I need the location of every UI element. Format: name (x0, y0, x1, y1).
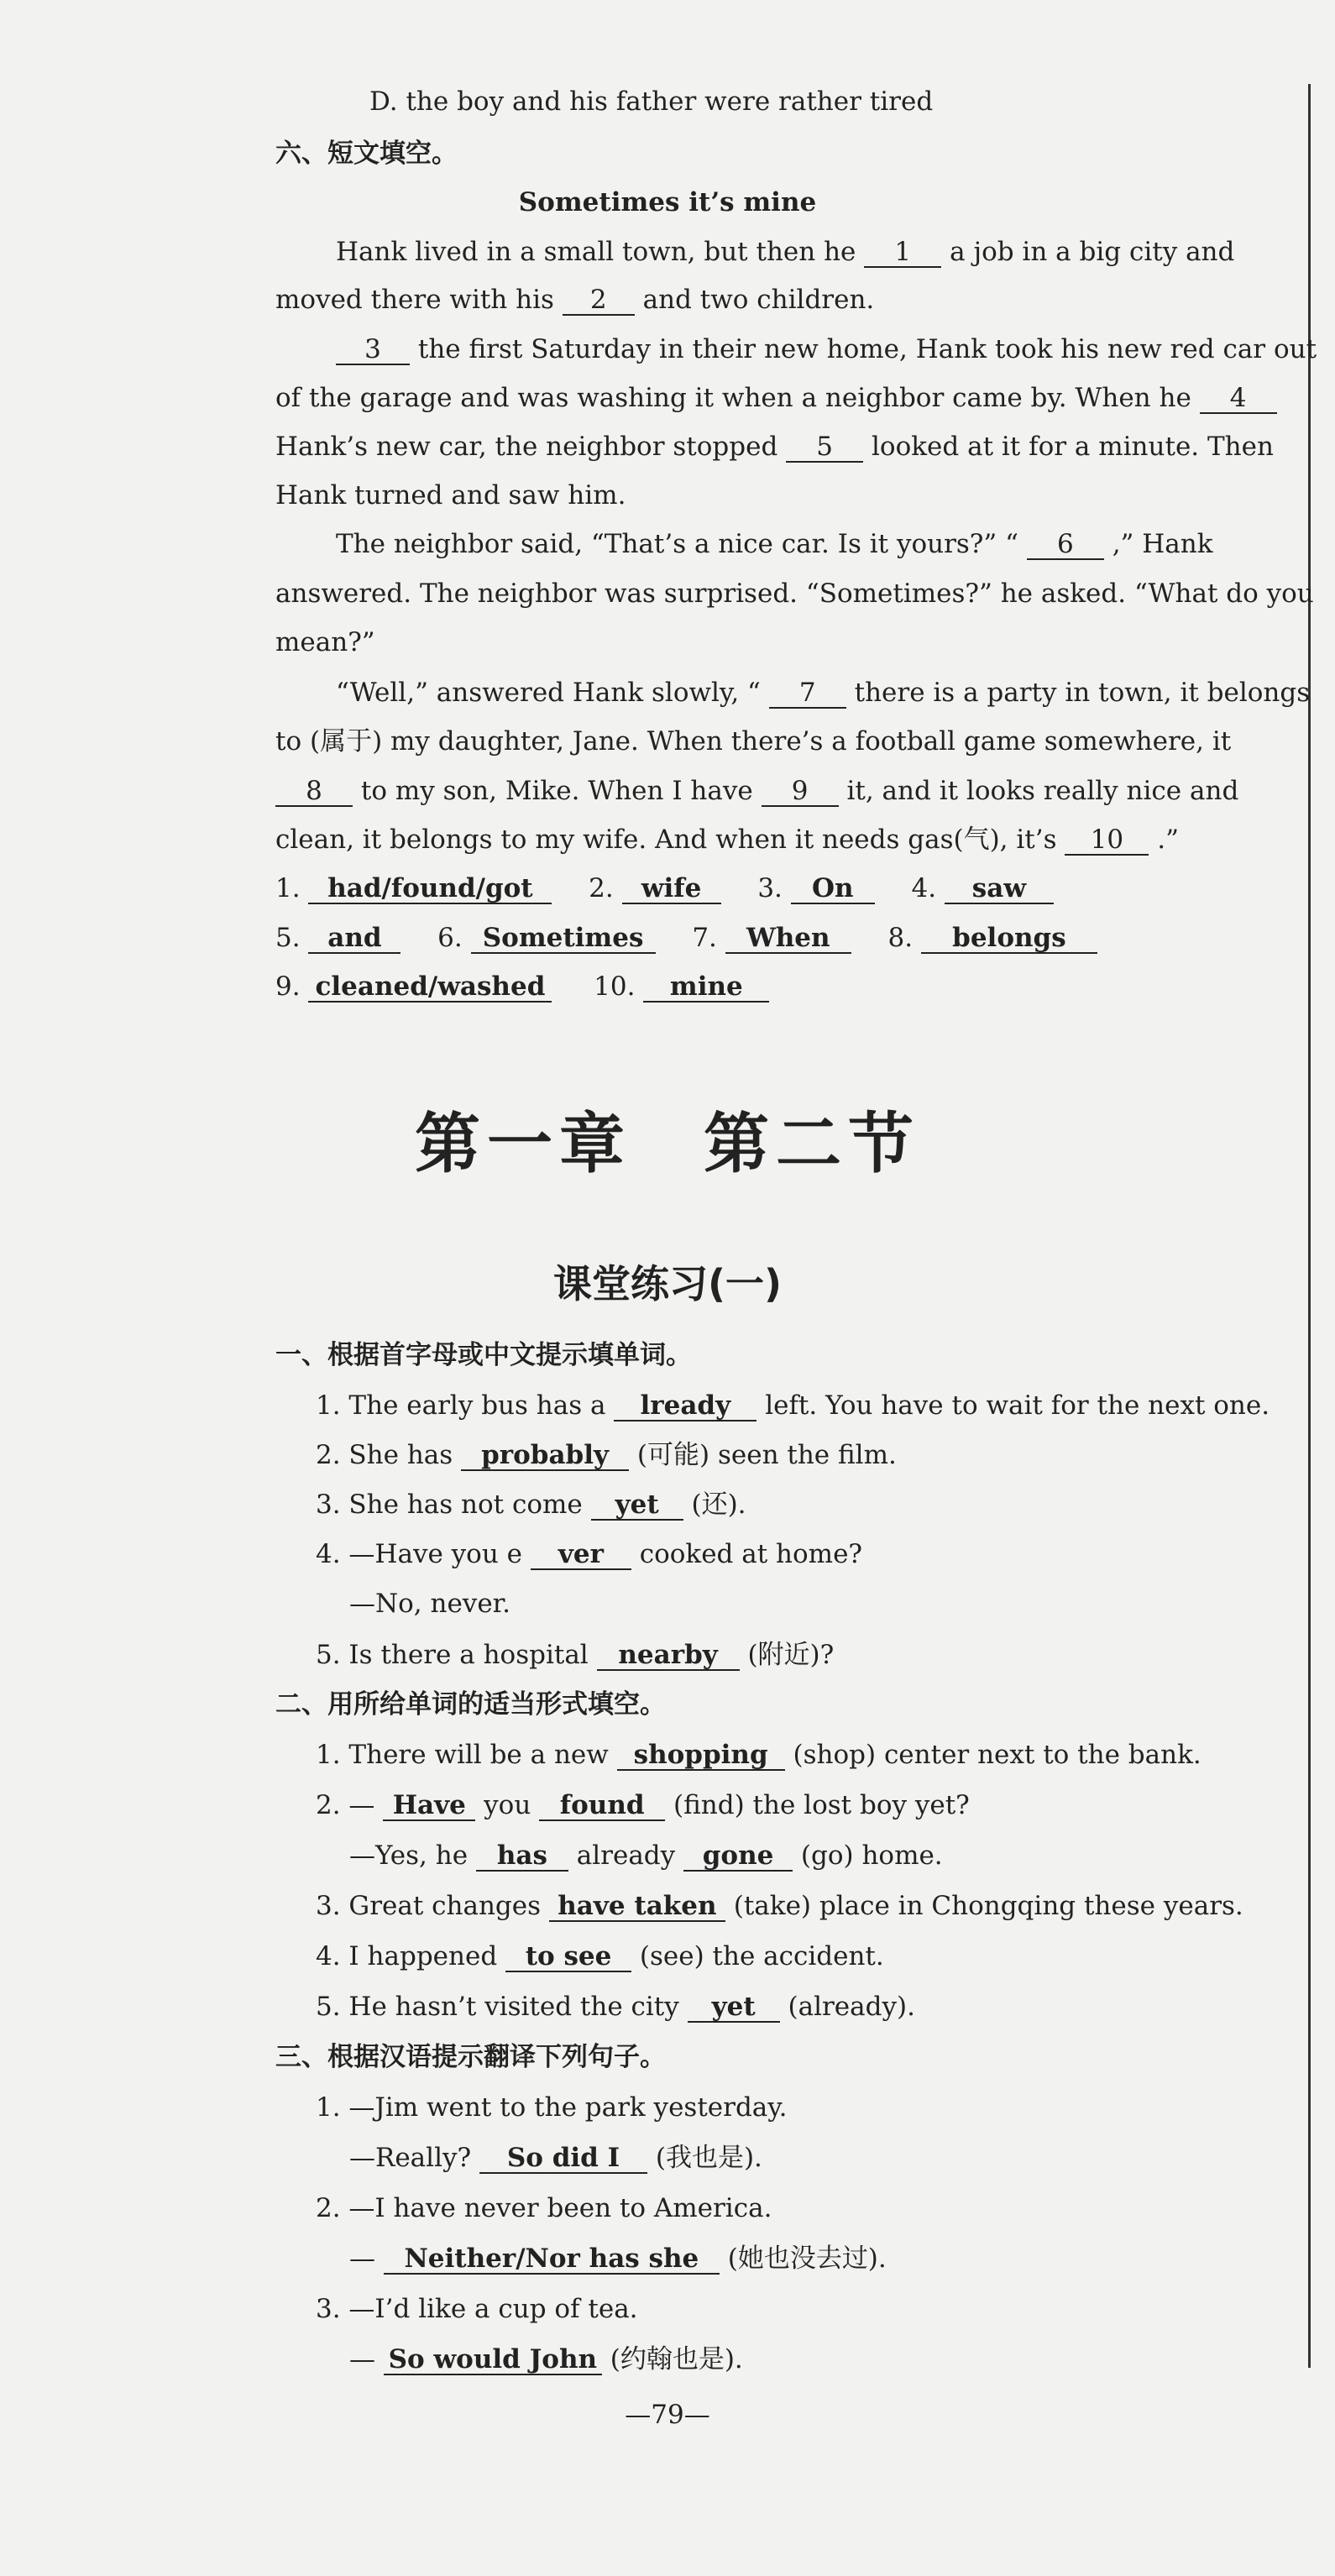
answer: lready (614, 1391, 756, 1422)
question (316, 1990, 915, 2024)
cloze-text: clean, it belongs to my wife. And when it needs gas(气), it’s (275, 825, 1057, 855)
question (316, 1940, 884, 1973)
question-text: (already). (788, 1992, 915, 2022)
cloze-text: of the garage and was washing it when a neighbor came by. When he (275, 383, 1191, 413)
question (349, 1839, 943, 1872)
question-text: 2. —I have never been to America. (316, 2193, 772, 2223)
cloze-text: .” (1157, 825, 1179, 855)
answer: mine (643, 972, 769, 1003)
question-text: —No, never. (349, 1589, 510, 1619)
blank-5: 5 (786, 432, 863, 463)
cloze-line (275, 774, 1238, 808)
cloze-line (275, 283, 874, 317)
question-text: (附近)? (747, 1640, 835, 1670)
question-text: 2. — (316, 1790, 375, 1820)
blank-6: 6 (1027, 530, 1104, 560)
answer-number: 3. (757, 873, 783, 903)
question-text: (她也没去过). (727, 2244, 887, 2274)
section-2-heading: 二、用所给单词的适当形式填空。 (275, 1689, 666, 1720)
cloze-title: Sometimes it’s mine (518, 187, 817, 217)
question-text: 1. —Jim went to the park yesterday. (316, 2092, 788, 2123)
blank-4: 4 (1200, 384, 1277, 414)
blank-3: 3 (336, 335, 410, 365)
answer-number: 9. (275, 971, 301, 1002)
answer: shopping (617, 1741, 785, 1771)
cloze-line: Hank turned and saw him. (275, 480, 626, 510)
question-text: (see) the accident. (639, 1941, 884, 1971)
question (349, 2242, 887, 2275)
question-text: cooked at home? (639, 1539, 863, 1569)
cloze-text: the first Saturday in their new home, Hank took his new red car out (417, 334, 1317, 364)
question-text: (约翰也是). (610, 2344, 743, 2374)
lesson-title: 课堂练习(一) (552, 1261, 783, 1306)
question (349, 2343, 743, 2376)
cloze-text: Hank’s new car, the neighbor stopped (275, 432, 778, 462)
cloze-text: there is a party in town, it belongs (854, 678, 1311, 708)
answer: to see (505, 1942, 631, 1972)
answer: probably (461, 1441, 629, 1471)
question (316, 1738, 1202, 1772)
question-text: —Yes, he (349, 1840, 469, 1871)
cloze-line (336, 527, 1213, 561)
question (316, 1788, 970, 1822)
question (316, 1438, 897, 1472)
answer: yet (688, 1992, 780, 2023)
answer-number: 5. (275, 923, 301, 953)
blank-8: 8 (275, 777, 353, 807)
answer-number: 1. (275, 873, 301, 903)
question (316, 1389, 1270, 1422)
answer-number: 10. (594, 971, 636, 1002)
cloze-text: “Well,” answered Hank slowly, “ (336, 678, 761, 708)
blank-7: 7 (769, 678, 846, 709)
question (316, 1537, 862, 1571)
question-text: 1. The early bus has a (316, 1390, 606, 1421)
cloze-text: Hank lived in a small town, but then he (336, 237, 856, 267)
section-3-heading: 三、根据汉语提示翻译下列句子。 (275, 2042, 666, 2072)
answer: saw (945, 874, 1054, 904)
cloze-line (336, 235, 1234, 269)
question-text: — (349, 2244, 375, 2274)
question-text: 4. I happened (316, 1941, 498, 1971)
question-text: (还). (691, 1490, 746, 1520)
answer: When (725, 924, 851, 954)
question-text: you (484, 1790, 531, 1820)
question-text: (可能) seen the film. (636, 1440, 897, 1470)
question-text: 1. There will be a new (316, 1740, 609, 1770)
answer: So did I (479, 2144, 647, 2174)
blank-9: 9 (762, 777, 839, 807)
question-text: (take) place in Chongqing these years. (733, 1891, 1243, 1921)
answer: gone (683, 1841, 793, 1872)
answer: found (539, 1791, 665, 1821)
question (349, 2141, 762, 2175)
answer-number: 2. (589, 873, 614, 903)
answer-number: 6. (437, 923, 463, 953)
answer: belongs (921, 924, 1097, 954)
blank-10: 10 (1065, 825, 1149, 856)
cloze-line (336, 676, 1310, 709)
cloze-text: and two children. (642, 285, 875, 315)
cloze-line (275, 381, 1277, 415)
cloze-line (275, 430, 1274, 463)
answer-number: 4. (911, 873, 937, 903)
cloze-text: ,” Hank (1112, 529, 1213, 559)
answer: Neither/Nor has she (384, 2244, 720, 2275)
question-text: 5. He hasn’t visited the city (316, 1992, 679, 2022)
question-text: 3. Great changes (316, 1891, 542, 1921)
answer-number: 7. (692, 923, 717, 953)
cloze-heading: 六、短文填空。 (275, 139, 458, 169)
answer: wife (622, 874, 721, 904)
answer: ver (531, 1540, 631, 1570)
cloze-line: mean?” (275, 627, 375, 657)
question-text: (find) the lost boy yet? (673, 1790, 970, 1820)
cloze-text: it, and it looks really nice and (846, 776, 1239, 806)
answer-row (275, 970, 769, 1003)
question-text: 5. Is there a hospital (316, 1640, 589, 1670)
question-text: (go) home. (800, 1840, 943, 1871)
top-option: D. the boy and his father were rather tired (369, 86, 934, 117)
blank-1: 1 (864, 238, 941, 268)
answer-number: 8. (887, 923, 914, 953)
answer: Sometimes (471, 924, 656, 954)
answer: had/found/got (308, 874, 552, 904)
question-text: 2. She has (316, 1440, 453, 1470)
cloze-text: moved there with his (275, 285, 554, 315)
answer: nearby (597, 1641, 740, 1671)
section-1-heading: 一、根据首字母或中文提示填单词。 (275, 1340, 692, 1370)
answer: Have (383, 1791, 475, 1821)
question (316, 1488, 746, 1521)
cloze-line (275, 823, 1179, 856)
answer: has (476, 1841, 568, 1872)
question-text: (我也是). (655, 2143, 762, 2173)
answer: have taken (549, 1892, 725, 1922)
answer: yet (591, 1490, 683, 1521)
cloze-text: looked at it for a minute. Then (872, 432, 1274, 462)
answer: cleaned/washed (308, 972, 552, 1003)
question-text: already (576, 1840, 676, 1871)
question-text: 3. She has not come (316, 1490, 583, 1520)
answer: So would John (384, 2345, 602, 2375)
question-text: —Really? (349, 2143, 472, 2173)
answer-row (275, 872, 1054, 905)
question-text: (shop) center next to the bank. (793, 1740, 1202, 1770)
question-text: left. You have to wait for the next one. (765, 1390, 1270, 1421)
question-text: 3. —I’d like a cup of tea. (316, 2294, 638, 2324)
cloze-line: to (属于) my daughter, Jane. When there’s a football game somewhere, it (275, 726, 1232, 757)
answer-row (275, 921, 1097, 955)
chapter-title: 第一章 第二节 (414, 1107, 920, 1182)
question (316, 1889, 1243, 1923)
question-text: — (349, 2344, 375, 2374)
question (316, 1638, 834, 1672)
cloze-text: The neighbor said, “That’s a nice car. Is it yours?” “ (336, 529, 1018, 559)
cloze-text: to my son, Mike. When I have (360, 776, 753, 806)
question-text: 4. —Have you e (316, 1539, 523, 1569)
page-number: —79— (625, 2400, 710, 2430)
margin-rule (1308, 84, 1311, 2368)
cloze-line: answered. The neighbor was surprised. “Sometimes?” he asked. “What do you (275, 579, 1314, 609)
blank-2: 2 (563, 285, 635, 316)
cloze-text: a job in a big city and (950, 237, 1235, 267)
cloze-line (336, 332, 1317, 366)
answer: On (791, 874, 875, 904)
answer: and (308, 924, 400, 954)
